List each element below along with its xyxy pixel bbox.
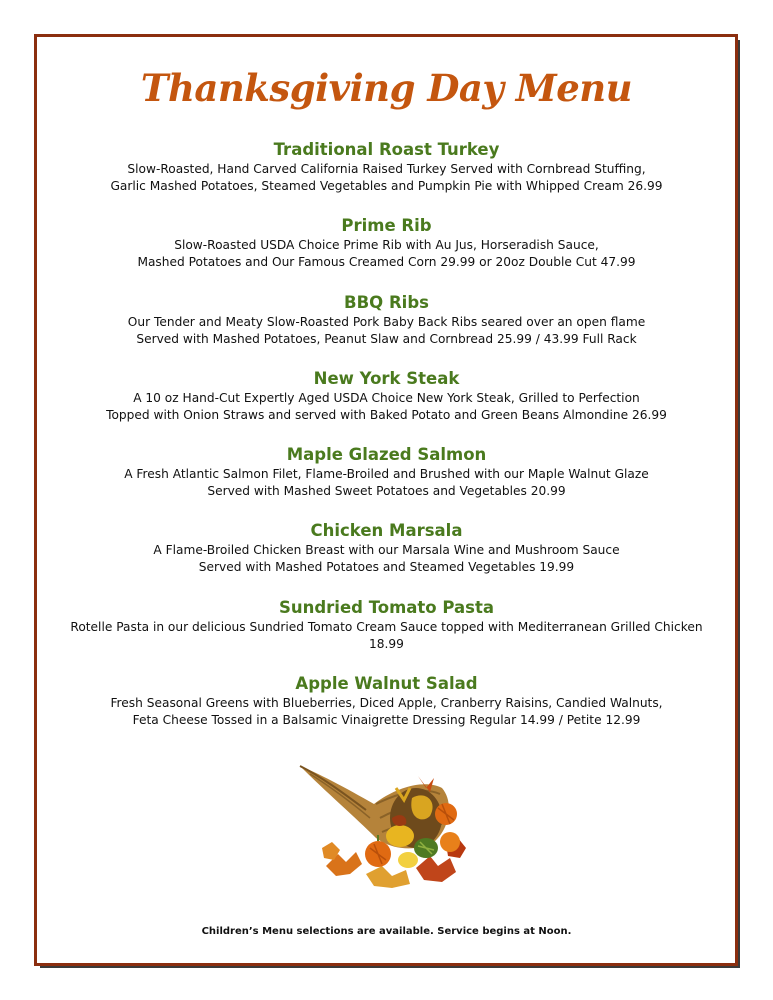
footer-note: Children’s Menu selections are available. Service begins at Noon. [201, 926, 572, 937]
item-name: Maple Glazed Salmon [286, 445, 487, 465]
cornucopia-illustration [296, 758, 481, 893]
item-name: BBQ Ribs [344, 292, 429, 312]
item-name: Prime Rib [341, 216, 432, 236]
menu-item-bbq-ribs [0, 292, 773, 368]
item-description-line-1: Our Tender and Meaty Slow-Roasted Pork Baby Back Ribs seared over an open flame [127, 314, 646, 329]
item-description-line-1: Fresh Seasonal Greens with Blueberries, Diced Apple, Cranberry Raisins, Candied Walnuts, [110, 696, 663, 711]
item-name: Apple Walnut Salad [295, 674, 478, 694]
item-name: Chicken Marsala [310, 521, 463, 541]
menu-item-prime-rib [0, 215, 773, 291]
item-name: Sundried Tomato Pasta [278, 597, 495, 617]
menu-items [0, 139, 773, 749]
item-description-line-1: Slow-Roasted USDA Choice Prime Rib with Au Jus, Horseradish Sauce, [174, 238, 599, 253]
item-description-line-1: Rotelle Pasta in our delicious Sundried Tomato Cream Sauce topped with Mediterranean Grilled Chicken [70, 619, 703, 634]
menu-item-maple-glazed-salmon [0, 444, 773, 520]
item-description-line-2: Served with Mashed Potatoes and Steamed Vegetables 19.99 [198, 560, 575, 575]
menu-title: Thanksgiving Day Menu [140, 66, 633, 110]
item-description-line-2: 18.99 [369, 636, 404, 651]
menu-item-chicken-marsala [0, 520, 773, 596]
item-description-line-2: Garlic Mashed Potatoes, Steamed Vegetables and Pumpkin Pie with Whipped Cream 26.99 [110, 179, 663, 193]
item-name: New York Steak [313, 368, 460, 388]
menu-item-apple-walnut-salad [0, 673, 773, 749]
item-description-line-2: Mashed Potatoes and Our Famous Creamed Corn 29.99 or 20oz Double Cut 47.99 [137, 255, 636, 270]
item-description-line-2: Served with Mashed Sweet Potatoes and Vegetables 20.99 [207, 484, 566, 499]
item-description-line-2: Topped with Onion Straws and served with Baked Potato and Green Beans Almondine 26.99 [106, 407, 667, 422]
item-name: Traditional Roast Turkey [273, 140, 500, 159]
item-description-line-2: Served with Mashed Potatoes, Peanut Slaw and Cornbread 25.99 / 43.99 Full Rack [136, 331, 637, 346]
menu-item-new-york-steak [0, 368, 773, 444]
item-description-line-2: Feta Cheese Tossed in a Balsamic Vinaigrette Dressing Regular 14.99 / Petite 12.99 [132, 713, 641, 728]
menu-item-sundried-tomato-pasta [0, 597, 773, 673]
item-description-line-1: A Flame-Broiled Chicken Breast with our Marsala Wine and Mushroom Sauce [153, 543, 620, 558]
item-description-line-1: A Fresh Atlantic Salmon Filet, Flame-Broiled and Brushed with our Maple Walnut Glaze [124, 467, 649, 482]
item-description-line-1: A 10 oz Hand-Cut Expertly Aged USDA Choice New York Steak, Grilled to Perfection [133, 390, 640, 405]
menu-item-traditional-roast-turkey [0, 139, 773, 215]
item-description-line-1: Slow-Roasted, Hand Carved California Raised Turkey Served with Cornbread Stuffing, [127, 162, 646, 176]
